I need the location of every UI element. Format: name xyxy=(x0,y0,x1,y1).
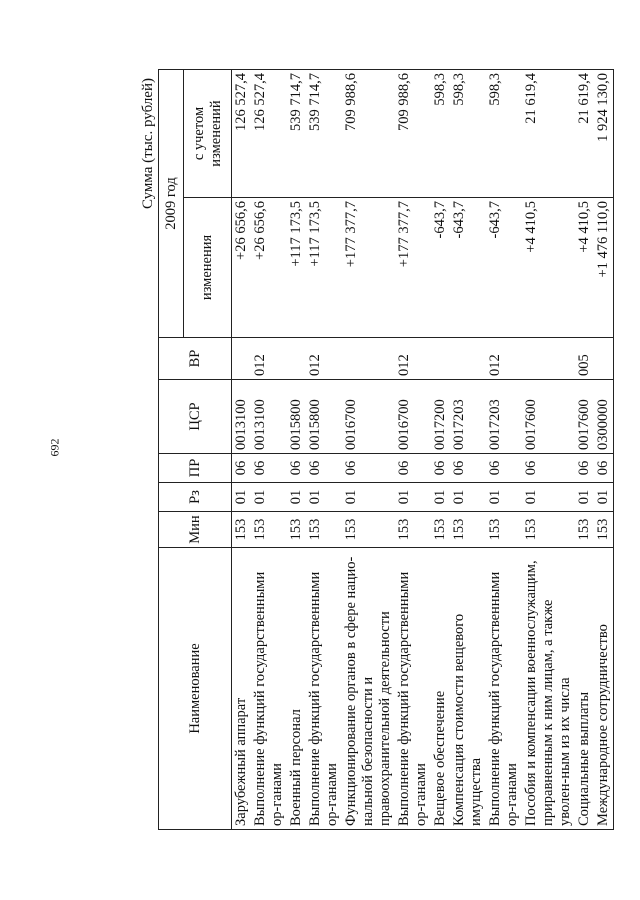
cell-name: Зарубежный аппарат xyxy=(232,548,252,830)
cell-total: 598,3 xyxy=(486,69,522,197)
cell-chg: +26 656,6 xyxy=(251,198,287,338)
cell-pr: 06 xyxy=(306,454,342,483)
cell-chg: +26 656,6 xyxy=(232,198,252,338)
table-row xyxy=(251,69,287,829)
cell-name: Функционирование органов в сфере нацио-нальной безопасности и правоохранительной деятельности xyxy=(342,548,395,830)
cell-name: Социальные выплаты xyxy=(575,548,594,830)
cell-name: Выполнение функций государственными ор-ганами xyxy=(395,548,431,830)
table-row xyxy=(575,69,594,829)
cell-total: 1 924 130,0 xyxy=(594,69,614,197)
cell-total: 126 527,4 xyxy=(232,69,252,197)
cell-min: 153 xyxy=(251,512,287,548)
cell-chg: -643,7 xyxy=(431,198,450,338)
table-row xyxy=(594,69,614,829)
units-label: Сумма (тыс. рублей) xyxy=(140,78,156,210)
cell-csr: 0017600 xyxy=(575,380,594,454)
cell-name: Военный персонал xyxy=(287,548,306,830)
cell-csr: 0016700 xyxy=(342,380,395,454)
cell-total: 539 714,7 xyxy=(306,69,342,197)
cell-name: Международное сотрудничество xyxy=(594,548,614,830)
cell-chg: +177 377,7 xyxy=(395,198,431,338)
cell-total: 21 619,4 xyxy=(522,69,575,197)
cell-name: Выполнение функций государственными ор-ганами xyxy=(251,548,287,830)
table-row xyxy=(342,69,395,829)
cell-vr xyxy=(431,338,450,380)
cell-pr: 06 xyxy=(287,454,306,483)
cell-name: Компенсация стоимости вещевого имущества xyxy=(450,548,486,830)
cell-min: 153 xyxy=(342,512,395,548)
cell-min: 153 xyxy=(450,512,486,548)
cell-chg: +4 410,5 xyxy=(575,198,594,338)
cell-pr: 06 xyxy=(342,454,395,483)
cell-vr xyxy=(287,338,306,380)
page-number: 692 xyxy=(47,438,62,457)
cell-name: Вещевое обеспечение xyxy=(431,548,450,830)
cell-vr xyxy=(594,338,614,380)
cell-chg: +177 377,7 xyxy=(342,198,395,338)
table-row xyxy=(522,69,575,829)
cell-total: 709 988,6 xyxy=(395,69,431,197)
table-row xyxy=(306,69,342,829)
cell-rz: 01 xyxy=(575,483,594,512)
cell-csr: 0017203 xyxy=(486,380,522,454)
cell-rz: 01 xyxy=(287,483,306,512)
cell-min: 153 xyxy=(306,512,342,548)
cell-rz: 01 xyxy=(431,483,450,512)
cell-total: 598,3 xyxy=(431,69,450,197)
cell-vr: 012 xyxy=(306,338,342,380)
cell-pr: 06 xyxy=(395,454,431,483)
header-changes: изменения xyxy=(184,198,232,338)
cell-csr: 0300000 xyxy=(594,380,614,454)
cell-rz: 01 xyxy=(450,483,486,512)
header-vr: ВР xyxy=(159,338,232,380)
cell-csr: 0016700 xyxy=(395,380,431,454)
table-row xyxy=(395,69,431,829)
cell-rz: 01 xyxy=(306,483,342,512)
cell-rz: 01 xyxy=(232,483,252,512)
cell-rz: 01 xyxy=(342,483,395,512)
cell-csr: 0017600 xyxy=(522,380,575,454)
cell-name: Выполнение функций государственными ор-ганами xyxy=(486,548,522,830)
cell-min: 153 xyxy=(522,512,575,548)
cell-vr: 012 xyxy=(251,338,287,380)
cell-csr: 0017200 xyxy=(431,380,450,454)
cell-min: 153 xyxy=(486,512,522,548)
cell-pr: 06 xyxy=(431,454,450,483)
cell-min: 153 xyxy=(575,512,594,548)
cell-vr: 012 xyxy=(395,338,431,380)
cell-rz: 01 xyxy=(522,483,575,512)
header-rz: Рз xyxy=(159,483,232,512)
cell-pr: 06 xyxy=(575,454,594,483)
cell-vr: 005 xyxy=(575,338,594,380)
rotated-page-content xyxy=(140,70,620,830)
cell-pr: 06 xyxy=(522,454,575,483)
cell-vr xyxy=(522,338,575,380)
table-row xyxy=(232,69,252,829)
cell-rz: 01 xyxy=(594,483,614,512)
cell-chg: -643,7 xyxy=(450,198,486,338)
header-with-changes: с учетом изменений xyxy=(184,69,232,197)
cell-csr: 0015800 xyxy=(306,380,342,454)
cell-chg: +117 173,5 xyxy=(287,198,306,338)
header-min: Мин xyxy=(159,512,232,548)
cell-csr: 0015800 xyxy=(287,380,306,454)
budget-table xyxy=(158,69,614,830)
cell-pr: 06 xyxy=(486,454,522,483)
cell-total: 539 714,7 xyxy=(287,69,306,197)
table-row xyxy=(287,69,306,829)
cell-total: 598,3 xyxy=(450,69,486,197)
cell-name: Выполнение функций государственными ор-ганами xyxy=(306,548,342,830)
cell-min: 153 xyxy=(232,512,252,548)
cell-vr xyxy=(232,338,252,380)
cell-total: 709 988,6 xyxy=(342,69,395,197)
header-year: 2009 год xyxy=(159,69,184,337)
cell-min: 153 xyxy=(395,512,431,548)
cell-chg: +4 410,5 xyxy=(522,198,575,338)
cell-rz: 01 xyxy=(251,483,287,512)
header-name: Наименование xyxy=(159,548,232,830)
cell-min: 153 xyxy=(287,512,306,548)
header-csr: ЦСР xyxy=(159,380,232,454)
cell-total: 126 527,4 xyxy=(251,69,287,197)
cell-vr xyxy=(342,338,395,380)
cell-chg: +117 173,5 xyxy=(306,198,342,338)
cell-csr: 0013100 xyxy=(251,380,287,454)
cell-chg: -643,7 xyxy=(486,198,522,338)
cell-min: 153 xyxy=(594,512,614,548)
header-pr: ПР xyxy=(159,454,232,483)
cell-pr: 06 xyxy=(450,454,486,483)
table-row xyxy=(450,69,486,829)
cell-csr: 0017203 xyxy=(450,380,486,454)
table-body xyxy=(232,69,614,829)
cell-pr: 06 xyxy=(232,454,252,483)
cell-csr: 0013100 xyxy=(232,380,252,454)
table-row xyxy=(486,69,522,829)
cell-total: 21 619,4 xyxy=(575,69,594,197)
cell-min: 153 xyxy=(431,512,450,548)
cell-pr: 06 xyxy=(251,454,287,483)
cell-name: Пособия и компенсации военнослужащим, приравненным к ним лицам, а также уволен-ным из их числа xyxy=(522,548,575,830)
cell-rz: 01 xyxy=(395,483,431,512)
cell-pr: 06 xyxy=(594,454,614,483)
cell-chg: +1 476 110,0 xyxy=(594,198,614,338)
table-row xyxy=(431,69,450,829)
cell-vr: 012 xyxy=(486,338,522,380)
cell-rz: 01 xyxy=(486,483,522,512)
cell-vr xyxy=(450,338,486,380)
